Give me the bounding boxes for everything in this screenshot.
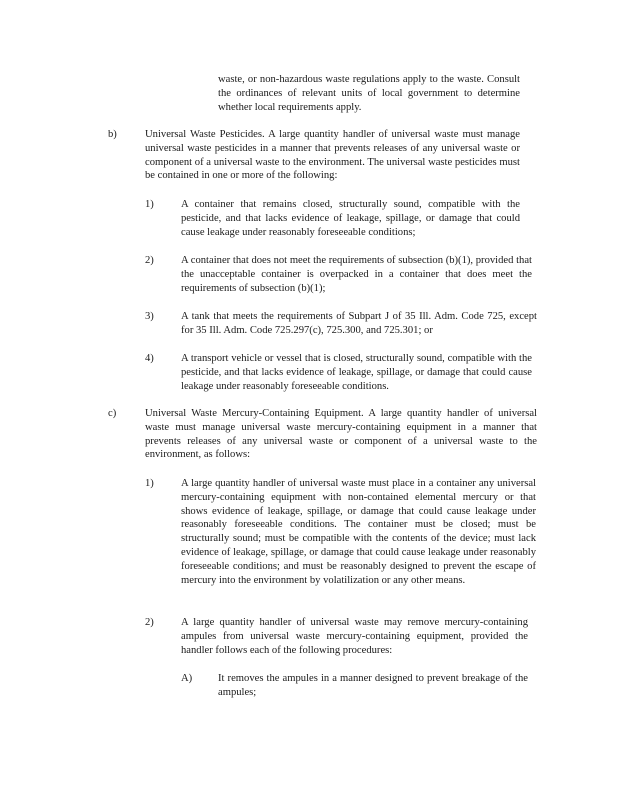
- b-item-1-text: A container that remains closed, structurally sound, compatible with the pesticide, and that lacks evidence of leakage, spillage, or damage that could cause leakage under reasonably foreseeable conditions;: [181, 199, 520, 238]
- c-item-1-text: A large quantity handler of universal waste must place in a container any universal mercury-containing equipment with non-contained elemental mercury or that shows evidence of leakage, spillage, or damage that could cause leakage under reasonably foreseeable conditions. The container must be closed; must be structurally sound; must be compatible with the contents of the device; must lack evidence of leakage, spillage, or damage that could cause leakage under reasonably foreseeable conditions; and must be reasonably designed to prevent the escape of mercury into the environment by volatilization or any other means.: [181, 478, 536, 586]
- b-item-1-paragraph: [181, 198, 520, 239]
- c-subitem-a-paragraph: [218, 672, 528, 700]
- c-item-2-paragraph: [181, 616, 528, 657]
- c-item-1-label: 1): [145, 478, 154, 489]
- b-item-4-label: 4): [145, 353, 154, 364]
- c-subitem-a-text: It removes the ampules in a manner designed to prevent breakage of the ampules;: [218, 673, 528, 698]
- c-item-2-label: 2): [145, 617, 154, 628]
- section-c-text: Universal Waste Mercury-Containing Equipment. A large quantity handler of universal waste must manage universal waste mercury-containing equipment in a manner that prevents releases of any universal waste or component of a universal waste to the environment, as follows:: [145, 408, 537, 461]
- section-c-label: c): [108, 408, 117, 419]
- b-item-1-label: 1): [145, 199, 154, 210]
- section-b-paragraph: [145, 128, 520, 183]
- b-item-4-text: A transport vehicle or vessel that is closed, structurally sound, compatible with the pesticide, and that lacks evidence of leakage, spillage, or damage that could cause leakage under reasonably foreseeable conditions.: [181, 353, 532, 392]
- section-c-paragraph: [145, 407, 537, 462]
- b-item-2-paragraph: [181, 254, 532, 295]
- b-item-3-text: A tank that meets the requirements of Subpart J of 35 Ill. Adm. Code 725, except for 35 Ill. Adm. Code 725.297(c), 725.300, and 725.301; or: [181, 311, 537, 336]
- section-b-label: b): [108, 129, 117, 140]
- intro-paragraph: [218, 73, 520, 114]
- b-item-2-text: A container that does not meet the requirements of subsection (b)(1), provided that the unacceptable container is overpacked in a container that does meet the requirements of subsection (b)(1);: [181, 255, 532, 294]
- b-item-2-label: 2): [145, 255, 154, 266]
- b-item-3-label: 3): [145, 311, 154, 322]
- b-item-3-paragraph: [181, 310, 537, 338]
- c-item-2-text: A large quantity handler of universal waste may remove mercury-containing ampules from universal waste mercury-containing equipment, provided the handler follows each of the following procedures:: [181, 617, 528, 656]
- intro-text: waste, or non-hazardous waste regulations apply to the waste. Consult the ordinances of relevant units of local government to determine whether local requirements apply.: [218, 74, 520, 113]
- c-item-1-paragraph: [181, 477, 536, 587]
- c-subitem-a-label: A): [181, 673, 193, 684]
- section-b-text: Universal Waste Pesticides. A large quantity handler of universal waste must manage universal waste pesticides in a manner that prevents releases of any universal waste or component of a universal waste to the environment. The universal waste pesticides must be contained in one or more of the following:: [145, 129, 520, 182]
- b-item-4-paragraph: [181, 352, 532, 393]
